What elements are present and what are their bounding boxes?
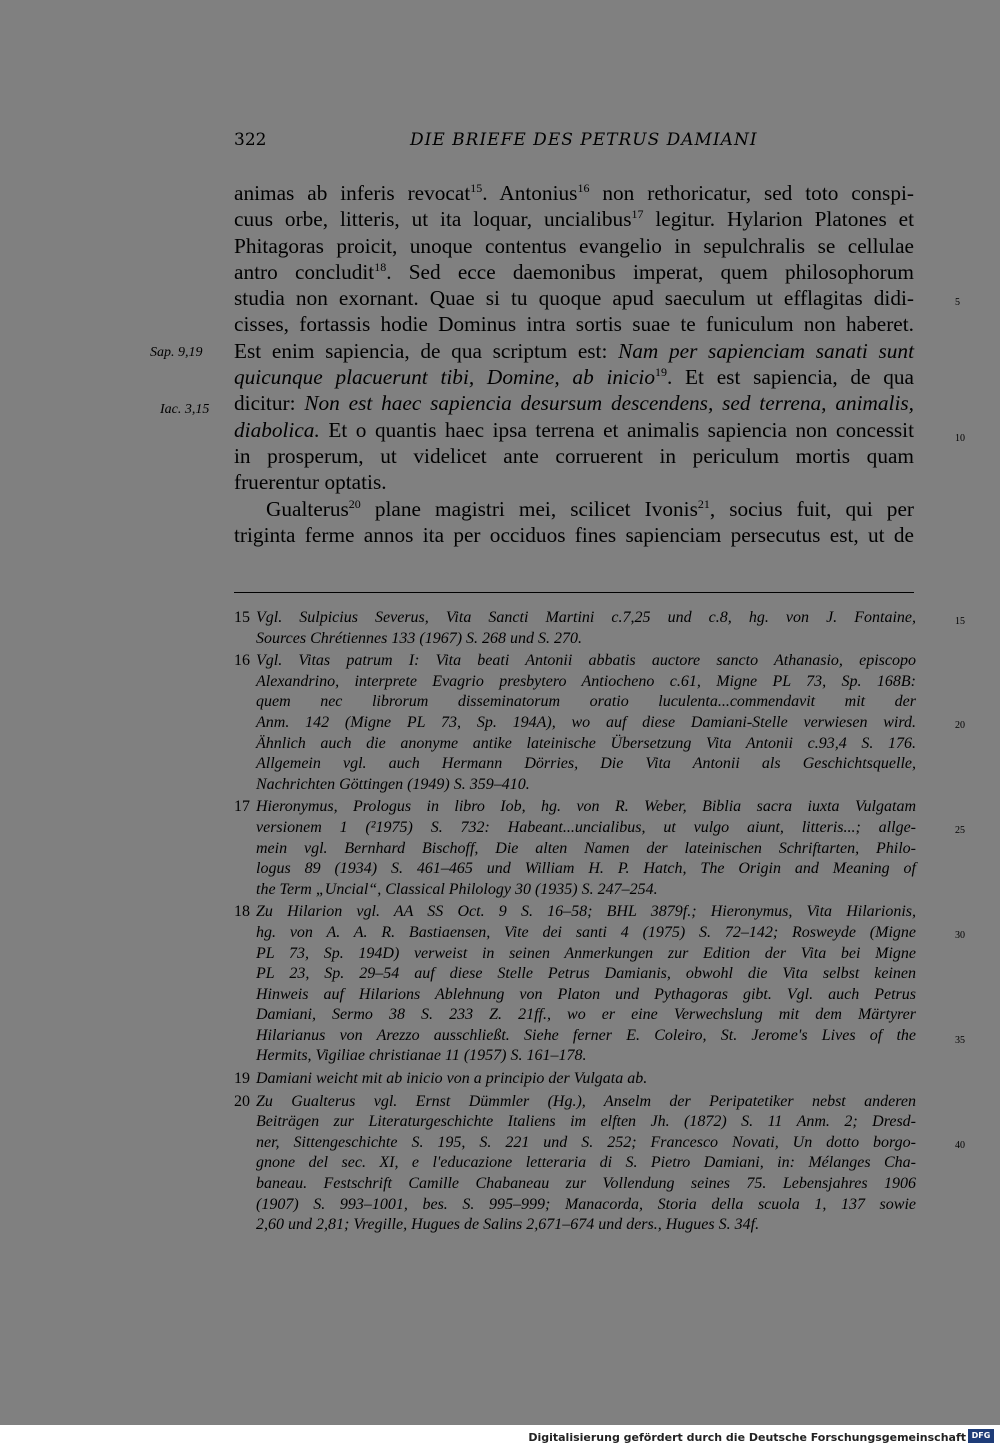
footnote-line: (1907) S. 993–1001, bes. S. 995–999; Manacorda, Storia della scuola 1, 137 sowie xyxy=(256,1195,916,1213)
footnote-line: Nachrichten Göttingen (1949) S. 359–410. xyxy=(256,775,530,793)
footnote-line: Beiträgen zur Literaturgeschichte Italiens im elften Jh. (1872) S. 11 Anm. 2; Dresd- xyxy=(256,1113,916,1131)
footnote-line: versionem 1 (²1975) S. 732: Habeant...uncialibus, ut vulgo aiunt, litteris...; allge- xyxy=(256,818,916,836)
line-number: 5 xyxy=(955,297,960,308)
footnote-line: ner, Sittengeschichte S. 195, S. 221 und S. 252; Francesco Novati, Un dotto borgo- xyxy=(256,1133,916,1151)
text-line: Est enim sapiencia, de qua scriptum est: Nam per sapienciam sanati sunt xyxy=(234,338,914,363)
footnote-line: Sources Chrétiennes 133 (1967) S. 268 und S. 270. xyxy=(256,629,583,647)
footnote-line: Ähnlich auch die anonyme antike lateinische Übersetzung Vita Antonii c.93,4 S. 176. xyxy=(256,734,916,752)
page-number: 322 xyxy=(234,130,267,150)
footnote-line: quem nec librorum disseminatorum oratio luculenta...commendavit mit der xyxy=(256,693,916,711)
footnote-number: 17 xyxy=(234,798,250,816)
line-number: 40 xyxy=(955,1140,965,1151)
footnote-line: gnone del sec. XI, e l'educazione letteraria di S. Pietro Damiani, in: Mélanges Cha- xyxy=(256,1154,916,1172)
footnote xyxy=(234,651,916,795)
footnote-line: Hinweis auf Hilarions Ablehnung von Platon und Pythagoras gibt. Vgl. auch Petrus xyxy=(256,985,916,1003)
funding-note: Digitalisierung gefördert durch die Deutsche Forschungsgemeinschaft xyxy=(528,1431,966,1444)
footnote-line: PL 73, Sp. 194D) verweist in seinen Anmerkungen zur Edition der Vita bei Migne xyxy=(256,944,916,962)
line-number: 35 xyxy=(955,1035,965,1046)
text-line: in prosperum, ut videlicet ante corruerent in periculum mortis quam xyxy=(234,443,914,468)
footnote-line: Damiani, Sermo 38 S. 233 Z. 21ff., wo er eine Verwechslung mit dem Märtyrer xyxy=(256,1006,916,1024)
footnote-number: 20 xyxy=(234,1092,250,1110)
footnote xyxy=(234,797,916,900)
footnotes xyxy=(234,608,916,1238)
footnote-number: 18 xyxy=(234,903,250,921)
text-line: diabolica. Et o quantis haec ipsa terrena et animalis sapiencia non concessit xyxy=(234,417,914,442)
footnote-text xyxy=(256,902,916,1067)
line-number: 30 xyxy=(955,930,965,941)
footnote-text xyxy=(256,608,916,649)
footnote-line: Vgl. Sulpicius Severus, Vita Sancti Martini c.7,25 und c.8, hg. von J. Fontaine, xyxy=(256,609,916,626)
footnote-line: Hieronymus, Prologus in libro Iob, hg. von R. Weber, Biblia sacra iuxta Vulgatam xyxy=(256,798,916,816)
line-number: 25 xyxy=(955,825,965,836)
footnote xyxy=(234,608,916,649)
footnote-line: Allgemein vgl. auch Hermann Dörries, Die Vita Antonii als Geschichtsquelle, xyxy=(256,755,916,773)
text-line: Gualterus$^{20}$ plane magistri mei, scilicet Ivonis$^{21}$, socius fuit, qui per xyxy=(266,496,914,521)
footnote-line: logus 89 (1934) S. 461–465 und William H. P. Hatch, The Origin and Meaning of xyxy=(256,860,916,878)
line-number: 15 xyxy=(955,616,965,627)
footnote-line: Hermits, Vigiliae christianae 11 (1957) S. 161–178. xyxy=(256,1047,587,1065)
footnote xyxy=(234,1069,916,1090)
text-line: studia non exornant. Quae si tu quoque apud saeculum ut efflagitas didi- xyxy=(234,286,914,311)
footnote-line: the Term „Uncial“, Classical Philology 30 (1935) S. 247–254. xyxy=(256,880,658,898)
footnote-line: Hilarianus von Arezzo ausschließt. Siehe ferner E. Coleiro, St. Jerome's Lives of the xyxy=(256,1026,916,1044)
running-title: DIE BRIEFE DES PETRUS DAMIANI xyxy=(410,130,758,150)
dfg-logo: DFG xyxy=(968,1429,994,1443)
footnote-number: 15 xyxy=(234,609,250,626)
text-line: Phitagoras proicit, unoque contentus evangelio in sepulchralis se cellulae xyxy=(234,233,914,258)
footnote-line: hg. von A. A. R. Bastiaensen, Vite dei santi 4 (1975) S. 72–142; Rosweyde (Migne xyxy=(256,923,916,941)
footnote-line: 2,60 und 2,81; Vregille, Hugues de Salins 2,671–674 und ders., Hugues S. 34f. xyxy=(256,1216,760,1234)
text-line: animas ab inferis revocat$^{15}$. Antonius$^{16}$ non rethoricatur, sed toto conspi- xyxy=(234,180,914,205)
footnote-line: Damiani weicht mit ab inicio von a principio der Vulgata ab. xyxy=(256,1070,648,1088)
footnote-line: Alexandrino, interprete Evagrio presbytero Antiocheno c.61, Migne PL 73, Sp. 168B: xyxy=(256,672,916,690)
text-line: dicitur: Non est haec sapiencia desursum descendens, sed terrena, animalis, xyxy=(234,391,915,416)
footnote-text xyxy=(256,797,916,900)
text-line: cisses, fortassis hodie Dominus intra sortis suae te funiculum non haberet. xyxy=(234,312,914,337)
footnote xyxy=(234,1092,916,1236)
footnote-line: Zu Gualterus vgl. Ernst Dümmler (Hg.), Anselm der Peripatetiker nebst anderen xyxy=(256,1092,916,1110)
footnote-divider xyxy=(234,592,914,593)
footnote-text xyxy=(256,1092,916,1236)
footnote-line: Vgl. Vitas patrum I: Vita beati Antonii abbatis auctore sancto Athanasio, episcopo xyxy=(256,652,916,670)
side-reference: Sap. 9,19 xyxy=(150,345,203,360)
footnote-number: 19 xyxy=(234,1070,250,1088)
text-line: quicunque placuerunt tibi, Domine, ab inicio$^{19}$. Et est sapiencia, de qua xyxy=(234,364,914,390)
footnote-line: Anm. 142 (Migne PL 73, Sp. 194A), wo auf diese Damiani-Stelle verwiesen wird. xyxy=(256,713,916,731)
footnote-line: mein vgl. Bernhard Bischoff, Die alten Namen der lateinischen Schriftarten, Philo- xyxy=(256,839,916,857)
footnote-number: 16 xyxy=(234,652,250,670)
text-line: cuus orbe, litteris, ut ita loquar, uncialibus$^{17}$ legitur. Hylarion Platones et xyxy=(234,207,914,232)
text-line: fruerentur optatis. xyxy=(234,470,387,495)
footnote-line: Zu Hilarion vgl. AA SS Oct. 9 S. 16–58; BHL 3879f.; Hieronymus, Vita Hilarionis, xyxy=(256,903,916,921)
line-number: 20 xyxy=(955,720,965,731)
footnote-line: baneau. Festschrift Camille Chabaneau zur Vollendung seines 75. Lebensjahres 1906 xyxy=(256,1175,916,1193)
side-reference: Iac. 3,15 xyxy=(160,402,210,417)
footnote-text xyxy=(256,1069,916,1090)
text-line: triginta ferme annos ita per occiduos fines sapienciam persecutus est, ut de xyxy=(234,522,914,547)
line-number: 10 xyxy=(955,433,965,444)
footnote xyxy=(234,902,916,1067)
footnote-text xyxy=(256,651,916,795)
text-line: antro concludit$^{18}$. Sed ecce daemonibus imperat, quem philosophorum xyxy=(234,259,914,284)
main-text xyxy=(234,180,914,548)
footnote-line: PL 23, Sp. 29–54 auf diese Stelle Petrus Damianis, obwohl die Vita selbst keinen xyxy=(256,965,916,983)
